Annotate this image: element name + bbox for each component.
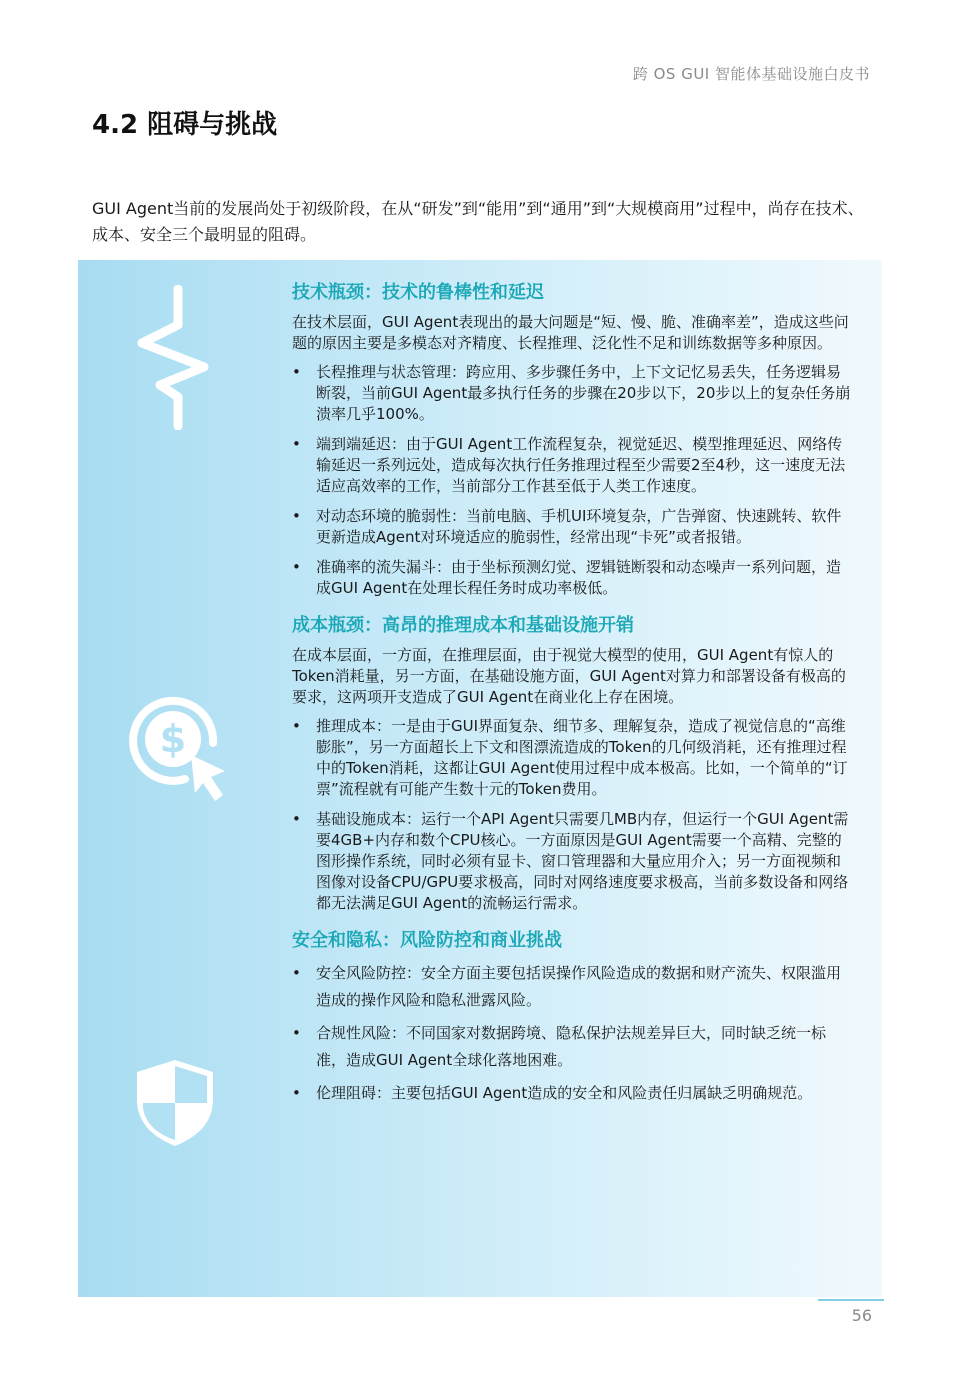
security-section	[292, 928, 852, 1107]
security-bullet-3: • 伦理阻碍：主要包括GUI Agent造成的安全和风险责任归属缺乏明确规范。	[292, 1080, 852, 1107]
tech-heading: 技术瓶颈：技术的鲁棒性和延迟	[292, 282, 544, 303]
dollar-cursor-icon	[125, 695, 230, 805]
tech-bullet-list	[292, 362, 852, 599]
security-heading: 安全和隐私：风险防控和商业挑战	[292, 930, 562, 951]
security-bullet-1: • 安全风险防控：安全方面主要包括误操作风险造成的数据和财产流失、权限滥用造成的操作风险和隐私泄露风险。	[292, 960, 852, 1014]
cost-section	[292, 613, 852, 914]
cost-paragraph: 在成本层面，一方面，在推理层面，由于视觉大模型的使用，GUI Agent有惊人的Token消耗量，另一方面，在基础设施方面，GUI Agent对算力和部署设备有极高的要求，这两项开支造成了GUI Agent在商业化上存在困境。	[292, 646, 846, 706]
challenges-content	[292, 280, 852, 1121]
pulse-icon	[130, 285, 220, 430]
running-header: 跨 OS GUI 智能体基础设施白皮书	[632, 65, 870, 83]
cost-bullet-1: • 推理成本：一是由于GUI界面复杂、细节多、理解复杂，造成了视觉信息的“高维膨胀”，另一方面超长上下文和图漂流造成的Token的几何级消耗，还有推理过程中的Token消耗，这都让GUI Agent使用过程中成本极高。比如，一个简单的“订票”流程就有可能产生数十元的Token费用。	[292, 716, 852, 800]
security-bullet-2: • 合规性风险：不同国家对数据跨境、隐私保护法规差异巨大，同时缺乏统一标准，造成GUI Agent全球化落地困难。	[292, 1020, 852, 1074]
cost-bullet-list	[292, 716, 852, 914]
page-number: 56	[851, 1306, 872, 1325]
cost-bullet-2: • 基础设施成本：运行一个API Agent只需要几MB内存，但运行一个GUI Agent需要4GB+内存和数个CPU核心。一方面原因是GUI Agent需要一个高精、完整的图形操作系统，同时必须有显卡、窗口管理器和大量应用介入；另一方面视频和图像对设备CPU/GPU要求极高，同时对网络速度要求极高，当前多数设备和网络都无法满足GUI Agent的流畅运行需求。	[292, 809, 852, 914]
svg-text:$: $	[159, 717, 187, 761]
tech-section	[292, 280, 852, 599]
security-bullet-list	[292, 960, 852, 1107]
cost-heading: 成本瓶颈：高昂的推理成本和基础设施开销	[292, 615, 634, 636]
tech-bullet-4: • 准确率的流失漏斗：由于坐标预测幻觉、逻辑链断裂和动态噪声一系列问题，造成GUI Agent在处理长程任务时成功率极低。	[292, 557, 852, 599]
shield-icon	[133, 1058, 218, 1148]
tech-bullet-3: • 对动态环境的脆弱性：当前电脑、手机UI环境复杂，广告弹窗、快速跳转、软件更新造成Agent对环境适应的脆弱性，经常出现“卡死”或者报错。	[292, 506, 852, 548]
tech-bullet-1: • 长程推理与状态管理：跨应用、多步骤任务中，上下文记忆易丢失，任务逻辑易断裂，当前GUI Agent最多执行任务的步骤在20步以下，20步以上的复杂任务崩溃率几乎100%。	[292, 362, 852, 425]
tech-bullet-2: • 端到端延迟：由于GUI Agent工作流程复杂，视觉延迟、模型推理延迟、网络传输延迟一系列远处，造成每次执行任务推理过程至少需要2至4秒，这一速度无法适应高效率的工作，当前部分工作甚至低于人类工作速度。	[292, 434, 852, 497]
section-title: 4.2 阻碍与挑战	[92, 110, 278, 140]
tech-paragraph: 在技术层面，GUI Agent表现出的最大问题是“短、慢、脆、准确率差”，造成这些问题的原因主要是多模态对齐精度、长程推理、泛化性不足和训练数据等多种原因。	[292, 313, 849, 352]
intro-paragraph: GUI Agent当前的发展尚处于初级阶段，在从“研发”到“能用”到“通用”到“大规模商用”过程中，尚存在技术、成本、安全三个最明显的阻碍。	[92, 199, 864, 244]
footer-divider	[818, 1299, 884, 1301]
